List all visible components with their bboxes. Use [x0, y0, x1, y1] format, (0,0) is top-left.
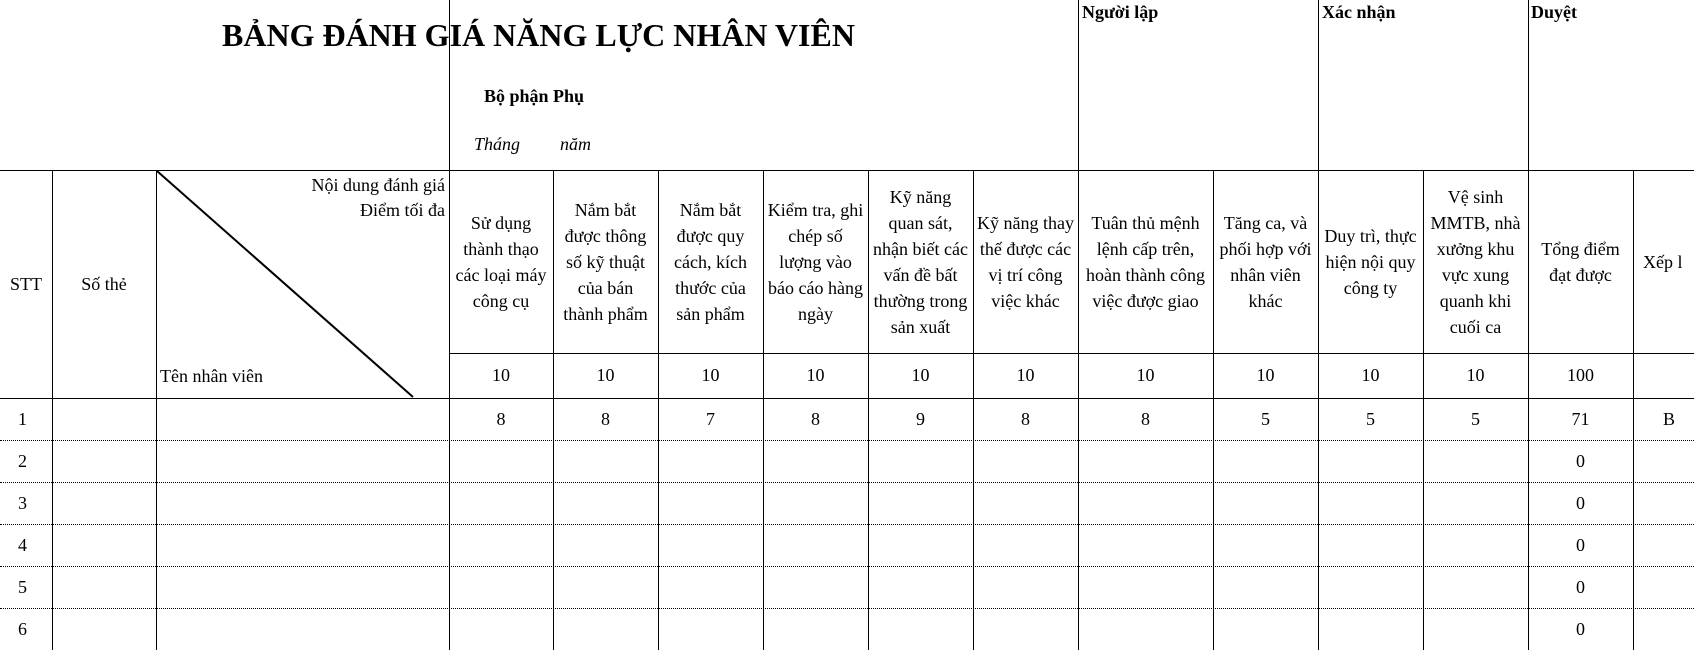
score-cell — [1078, 482, 1213, 524]
sheet-title: BẢNG ĐÁNH GIÁ NĂNG LỰC NHÂN VIÊN — [222, 17, 855, 53]
score-cell — [1213, 440, 1318, 482]
score-cell — [658, 482, 763, 524]
max-score-cell: 10 — [1256, 365, 1275, 385]
score-cell — [763, 566, 868, 608]
total-header: Tổng điểm đạt được — [1541, 238, 1620, 285]
max-score-cell: 10 — [596, 365, 615, 385]
score-cell — [553, 524, 658, 566]
score-cell — [973, 440, 1078, 482]
row-total-cell: 71 — [1571, 408, 1590, 429]
row-dotted-line — [0, 608, 1694, 609]
card-no-header: Số thẻ — [81, 274, 127, 294]
score-cell — [1318, 482, 1423, 524]
score-cell — [449, 524, 553, 566]
max-total-cell: 100 — [1567, 365, 1594, 385]
score-cell — [868, 524, 973, 566]
table-column-line — [1528, 170, 1529, 650]
criterion-header: Tuân thủ mệnh lệnh cấp trên, hoàn thành công việc được giao — [1086, 212, 1205, 311]
score-cell — [553, 482, 658, 524]
stt-header: STT — [9, 274, 42, 294]
score-cell — [973, 482, 1078, 524]
score-cell — [868, 440, 973, 482]
row-total-cell: 0 — [1576, 618, 1585, 639]
row-rank-cell — [1663, 566, 1694, 608]
year-label: năm — [560, 134, 591, 154]
score-cell — [1078, 440, 1213, 482]
score-cell — [973, 566, 1078, 608]
criterion-header: Nắm bắt được quy cách, kích thước của sản phẩm — [674, 199, 747, 324]
score-cell: 7 — [706, 408, 715, 429]
rank-header: Xếp l — [1643, 251, 1683, 272]
table-column-line — [1318, 170, 1319, 650]
row-total-cell: 0 — [1576, 450, 1585, 471]
row-dotted-line — [0, 566, 1694, 567]
table-column-line — [658, 170, 659, 650]
score-cell — [1423, 566, 1528, 608]
employee-name-label: Tên nhân viên — [160, 366, 263, 386]
max-score-cell: 10 — [492, 365, 510, 385]
max-score-label: Điểm tối đa — [360, 200, 445, 220]
score-cell — [1423, 440, 1528, 482]
table-column-line — [553, 170, 554, 650]
month-label: Tháng — [474, 134, 521, 154]
row-total-cell: 0 — [1576, 576, 1585, 597]
row-total-cell: 0 — [1576, 534, 1585, 555]
score-cell — [1318, 608, 1423, 650]
sign-divider-3 — [1528, 0, 1529, 170]
score-cell — [1213, 482, 1318, 524]
header-top-line — [0, 170, 1694, 171]
table-column-line — [1078, 170, 1079, 650]
score-cell: 5 — [1261, 408, 1270, 429]
score-cell — [1213, 566, 1318, 608]
table-column-line — [156, 170, 157, 650]
department-label: Bộ phận Phụ — [484, 86, 585, 106]
score-cell — [658, 608, 763, 650]
criterion-header: Tăng ca, và phối hợp với nhân viên khác — [1219, 212, 1312, 311]
score-cell: 9 — [916, 408, 925, 429]
max-score-cell: 10 — [1466, 365, 1485, 385]
criterion-header: Vệ sinh MMTB, nhà xưởng khu vực xung quanh khi cuối ca — [1430, 186, 1521, 337]
score-cell — [763, 482, 868, 524]
creator-label: Người lập — [1082, 2, 1159, 22]
row-stt-cell: 6 — [18, 618, 27, 639]
score-cell — [553, 608, 658, 650]
max-score-cell: 10 — [1016, 365, 1035, 385]
score-cell — [1078, 566, 1213, 608]
row-stt-cell: 3 — [18, 492, 27, 513]
sign-divider-2 — [1318, 0, 1319, 170]
row-rank-cell — [1663, 440, 1694, 482]
score-cell — [763, 524, 868, 566]
criterion-header: Nắm bắt được thông số kỹ thuật của bán thành phẩm — [563, 199, 648, 324]
criterion-header: Sử dụng thành thạo các loại máy công cụ — [455, 212, 547, 311]
score-cell — [763, 440, 868, 482]
table-column-line — [52, 170, 53, 650]
max-score-cell: 10 — [701, 365, 720, 385]
row-stt-cell: 4 — [18, 534, 27, 555]
table-column-line — [1213, 170, 1214, 650]
score-cell — [1423, 608, 1528, 650]
approve-label: Duyệt — [1531, 2, 1577, 22]
row-stt-cell: 1 — [18, 408, 27, 429]
row-dotted-line — [0, 482, 1694, 483]
score-cell — [449, 566, 553, 608]
score-cell — [449, 440, 553, 482]
table-column-line — [449, 170, 450, 650]
score-cell — [1078, 524, 1213, 566]
row-dotted-line — [0, 524, 1694, 525]
score-cell — [553, 440, 658, 482]
title-divider — [449, 0, 450, 170]
score-cell — [658, 440, 763, 482]
sign-divider-1 — [1078, 0, 1079, 170]
score-cell — [868, 566, 973, 608]
score-cell — [1078, 608, 1213, 650]
max-row-top-line — [449, 353, 1694, 354]
row-rank-cell — [1663, 608, 1694, 650]
row-total-cell: 0 — [1576, 492, 1585, 513]
score-cell — [449, 482, 553, 524]
score-cell — [658, 524, 763, 566]
score-cell — [763, 608, 868, 650]
row-dotted-line — [0, 440, 1694, 441]
table-column-line — [763, 170, 764, 650]
criterion-header: Kiểm tra, ghi chép số lượng vào báo cáo hàng ngày — [767, 199, 864, 324]
score-cell — [973, 524, 1078, 566]
score-cell: 5 — [1471, 408, 1480, 429]
criterion-header: Duy trì, thực hiện nội quy công ty — [1324, 225, 1417, 298]
score-cell — [449, 608, 553, 650]
criteria-label: Nội dung đánh giá — [311, 175, 445, 195]
score-cell — [1213, 524, 1318, 566]
max-score-cell: 10 — [911, 365, 930, 385]
row-rank-cell — [1663, 524, 1694, 566]
score-cell — [658, 566, 763, 608]
score-cell — [973, 608, 1078, 650]
row-stt-cell: 2 — [18, 450, 27, 471]
confirm-label: Xác nhận — [1322, 2, 1396, 22]
score-cell: 8 — [1021, 408, 1030, 429]
criterion-header: Kỹ năng quan sát, nhận biết các vấn đề bất thường trong sản xuất — [873, 186, 968, 337]
max-score-cell: 10 — [806, 365, 825, 385]
table-column-line — [973, 170, 974, 650]
score-cell: 8 — [496, 408, 506, 429]
max-score-cell: 10 — [1136, 365, 1155, 385]
score-cell — [868, 482, 973, 524]
table-column-line — [1423, 170, 1424, 650]
score-cell — [1213, 608, 1318, 650]
header-bottom-line — [0, 398, 1694, 399]
score-cell: 8 — [1141, 408, 1150, 429]
table-column-line — [868, 170, 869, 650]
score-cell — [1423, 524, 1528, 566]
max-score-cell: 10 — [1361, 365, 1380, 385]
score-cell — [868, 608, 973, 650]
score-cell — [1318, 566, 1423, 608]
score-cell: 5 — [1366, 408, 1375, 429]
criterion-header: Kỹ năng thay thế được các vị trí công việc khác — [977, 212, 1074, 311]
score-cell — [553, 566, 658, 608]
score-cell — [1423, 482, 1528, 524]
row-rank-cell: B — [1663, 408, 1676, 429]
table-column-line — [1633, 170, 1634, 650]
score-cell: 8 — [601, 408, 610, 429]
row-rank-cell — [1663, 482, 1694, 524]
score-cell — [1318, 524, 1423, 566]
score-cell: 8 — [811, 408, 820, 429]
row-stt-cell: 5 — [18, 576, 27, 597]
score-cell — [1318, 440, 1423, 482]
